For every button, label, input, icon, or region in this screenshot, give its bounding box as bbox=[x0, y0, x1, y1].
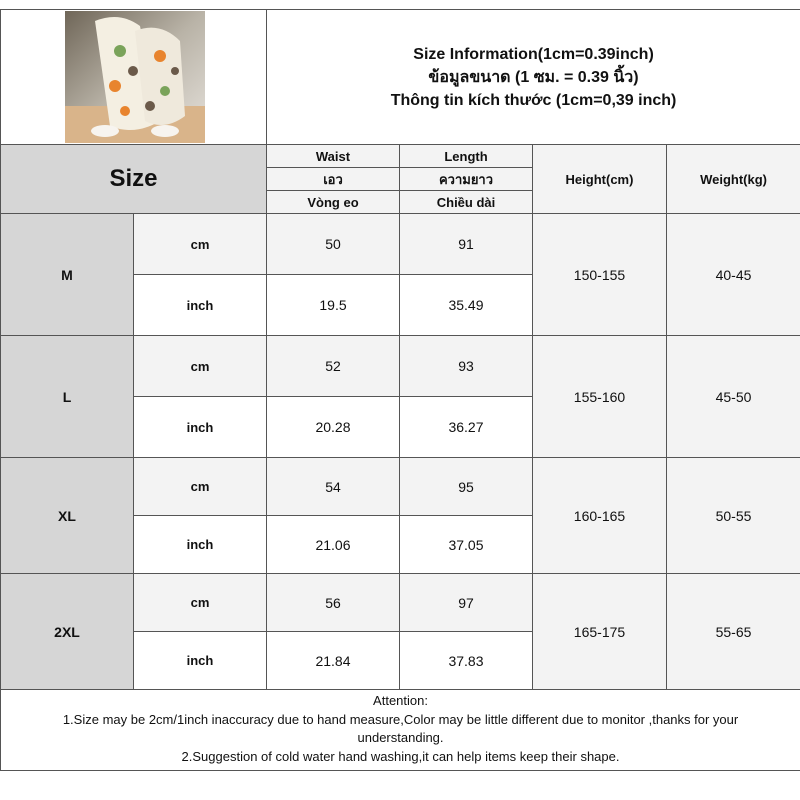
2xl-length-inch: 37.83 bbox=[400, 632, 533, 690]
title-line-vietnamese: Thông tin kích thước (1cm=0,39 inch) bbox=[390, 91, 677, 109]
title-line-thai: ข้อมูลขนาด (1 ซม. = 0.39 นิ้ว) bbox=[428, 68, 639, 86]
attention-heading: Attention: bbox=[373, 693, 428, 708]
unit-inch: inch bbox=[134, 516, 267, 574]
height-header: Height(cm) bbox=[533, 145, 667, 214]
unit-inch: inch bbox=[134, 397, 267, 458]
title-line-english: Size Information(1cm=0.39inch) bbox=[413, 45, 654, 63]
size-information-title bbox=[267, 10, 800, 145]
xl-waist-inch: 21.06 bbox=[267, 516, 400, 574]
l-length-inch: 36.27 bbox=[400, 397, 533, 458]
size-l-label: L bbox=[1, 336, 134, 458]
attention-line-2: understanding. bbox=[357, 730, 444, 745]
product-photo bbox=[65, 11, 205, 143]
m-waist-cm: 50 bbox=[267, 214, 400, 275]
attention-notes bbox=[1, 690, 800, 771]
m-weight: 40-45 bbox=[667, 214, 800, 336]
attention-line-3: 2.Suggestion of cold water hand washing,it can help items keep their shape. bbox=[181, 748, 620, 764]
l-height: 155-160 bbox=[533, 336, 667, 458]
size-chart-table bbox=[0, 9, 800, 771]
unit-cm: cm bbox=[134, 574, 267, 632]
l-weight: 45-50 bbox=[667, 336, 800, 458]
xl-height: 160-165 bbox=[533, 458, 667, 574]
m-height: 150-155 bbox=[533, 214, 667, 336]
attention-line-1: 1.Size may be 2cm/1inch inaccuracy due to hand measure,Color may be little different due to monitor ,thanks for your bbox=[62, 711, 739, 727]
length-header-th: ความยาว bbox=[400, 168, 533, 191]
l-waist-inch: 20.28 bbox=[267, 397, 400, 458]
2xl-length-cm: 97 bbox=[400, 574, 533, 632]
2xl-weight: 55-65 bbox=[667, 574, 800, 690]
unit-cm: cm bbox=[134, 214, 267, 275]
unit-inch: inch bbox=[134, 632, 267, 690]
length-header-en: Length bbox=[400, 145, 533, 168]
product-photo-cell bbox=[1, 10, 267, 145]
size-header: Size bbox=[1, 145, 267, 214]
m-length-cm: 91 bbox=[400, 214, 533, 275]
m-waist-inch: 19.5 bbox=[267, 275, 400, 336]
unit-cm: cm bbox=[134, 458, 267, 516]
unit-cm: cm bbox=[134, 336, 267, 397]
waist-header-th: เอว bbox=[267, 168, 400, 191]
length-header-vi: Chiều dài bbox=[400, 191, 533, 214]
waist-header-en: Waist bbox=[267, 145, 400, 168]
l-length-cm: 93 bbox=[400, 336, 533, 397]
l-waist-cm: 52 bbox=[267, 336, 400, 397]
size-xl-label: XL bbox=[1, 458, 134, 574]
2xl-height: 165-175 bbox=[533, 574, 667, 690]
xl-length-inch: 37.05 bbox=[400, 516, 533, 574]
xl-weight: 50-55 bbox=[667, 458, 800, 574]
xl-waist-cm: 54 bbox=[267, 458, 400, 516]
2xl-waist-cm: 56 bbox=[267, 574, 400, 632]
2xl-waist-inch: 21.84 bbox=[267, 632, 400, 690]
unit-inch: inch bbox=[134, 275, 267, 336]
size-m-label: M bbox=[1, 214, 134, 336]
size-2xl-label: 2XL bbox=[1, 574, 134, 690]
weight-header: Weight(kg) bbox=[667, 145, 800, 214]
m-length-inch: 35.49 bbox=[400, 275, 533, 336]
xl-length-cm: 95 bbox=[400, 458, 533, 516]
waist-header-vi: Vòng eo bbox=[267, 191, 400, 214]
